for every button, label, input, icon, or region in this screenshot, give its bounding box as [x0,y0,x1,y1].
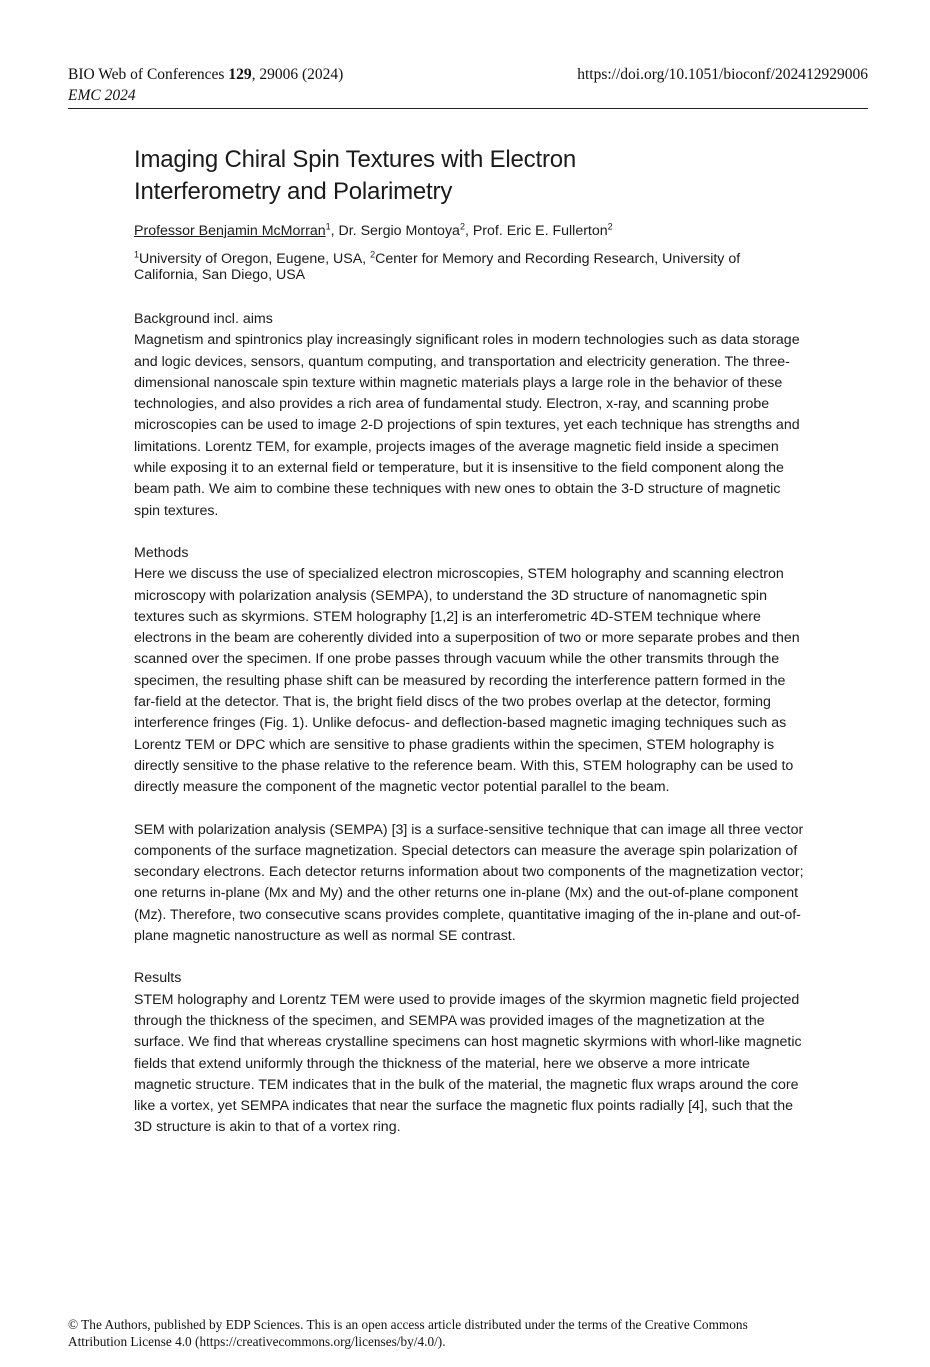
results-heading: Results [134,970,182,987]
author-affil-sup: 1 [325,221,331,232]
background-paragraph: Magnetism and spintronics play increasingly significant roles in modern technologies such as data storage and logic devices, sensors, quantum computing, and transportation and electricity generation. The three-dimensional nanoscale spin texture within magnetic materials plays a large role in the behavior of these technologies, and also provides a rich area of fundamental study. Electron, x-ray, and scanning probe microscopies can be used to image 2-D projections of spin textures, yet each technique has strengths and limitations. Lorentz TEM, for example, projects images of the average magnetic field inside a specimen while exposing it to an external field or temperature, but it is insensitive to the field component along the beam path. We aim to combine these techniques with new ones to obtain the 3-D structure of magnetic spin textures. [134,332,800,519]
spacer [134,947,804,968]
affiliation-1: University of Oregon, Eugene, USA, [139,251,371,267]
affil-sup: 2 [370,249,376,260]
author-list [134,222,804,241]
author-affil-sup: 2 [607,221,613,232]
spacer [134,522,804,543]
presenting-author: Professor Benjamin McMorran [134,223,326,239]
results-paragraph: STEM holography and Lorentz TEM were used to provide images of the skyrmion magnetic field projected through the thickness of the specimen, and SEMPA was provided images of the magnetization at the surface. We find that whereas crystalline specimens can host magnetic skyrmions with whorl-like magnetic fields that extend uniformly through the thickness of the material, here we observe a more intricate magnetic structure. TEM indicates that in the bulk of the material, the magnetic flux wraps around the core like a vortex, yet SEMPA indicates that near the surface the magnetic flux points radially [4], such that the 3D structure is akin to that of a vortex ring. [134,991,802,1136]
methods-paragraph-2: SEM with polarization analysis (SEMPA) [3] is a surface-sensitive technique that can image all three vector components of the surface magnetization. Special detectors can measure the average spin polarization of secondary electrons. Each detector returns information about two components of the magnetization vector; one returns in-plane (Mx and My) and the other returns one in-plane (Mx) and the out-of-plane component (Mz). Therefore, two consecutive scans provides complete, quantitative imaging of the in-plane and out-of-plane magnetic nanostructure as well as normal SE contrast. [134,821,804,945]
author-name: , Dr. Sergio Montoya [330,223,460,239]
methods-paragraph-1: Here we discuss the use of specialized electron microscopies, STEM holography and scanning electron microscopy with polarization analysis (SEMPA), to understand the 3D structure of nanomagnetic spin textures such as skyrmions. STEM holography [1,2] is an interferometric 4D-STEM technique where electrons in the beam are coherently divided into a superposition of two or more separate probes and then scanned over the specimen. If one probe passes through vacuum while the other transmits through the specimen, the resulting phase shift can be measured by recording the interference pattern formed in the far-field at the detector. That is, the bright field discs of the two probes overlap at the detector, forming interference fringes (Fig. 1). Unlike defocus- and deflection-based magnetic imaging techniques such as Lorentz TEM or DPC which are sensitive to phase gradients within the specimen, STEM holography is directly sensitive to the phase relative to the reference beam. With this, STEM holography can be used to directly measure the component of the magnetic vector potential parallel to the beam. [134,566,800,796]
background-heading: Background incl. aims [134,311,273,327]
journal-citation [68,64,343,85]
affiliation-2: Center for Memory and Recording Research, University of California, San Diego, USA [134,251,741,283]
title-line-1: Imaging Chiral Spin Textures with Electron [134,146,577,173]
license-line-1: © The Authors, published by EDP Sciences. This is an open access article distributed under the terms of the Creative Commons [68,1317,748,1332]
title-line-2: Interferometry and Polarimetry [134,178,453,205]
affiliations [134,251,804,283]
journal-info [68,64,343,106]
affil-sup: 1 [134,249,140,260]
header-divider [68,108,868,109]
journal-name: BIO Web of Conferences [68,66,229,83]
doi-link[interactable]: https://doi.org/10.1051/bioconf/202412929006 [577,66,868,83]
methods-heading: Methods [134,544,189,561]
journal-issue: , 29006 (2024) [251,66,344,83]
author-affil-sup: 2 [459,221,465,232]
author-name: , Prof. Eric E. Fullerton [464,223,608,239]
article-title [134,144,804,208]
license-line-2: Attribution License 4.0 (https://creativecommons.org/licenses/by/4.0/). [68,1334,446,1349]
spacer [134,799,804,820]
license-footer [68,1316,868,1350]
journal-volume: 129 [228,66,252,83]
article-body [134,144,804,1139]
conference-name: EMC 2024 [68,87,136,104]
